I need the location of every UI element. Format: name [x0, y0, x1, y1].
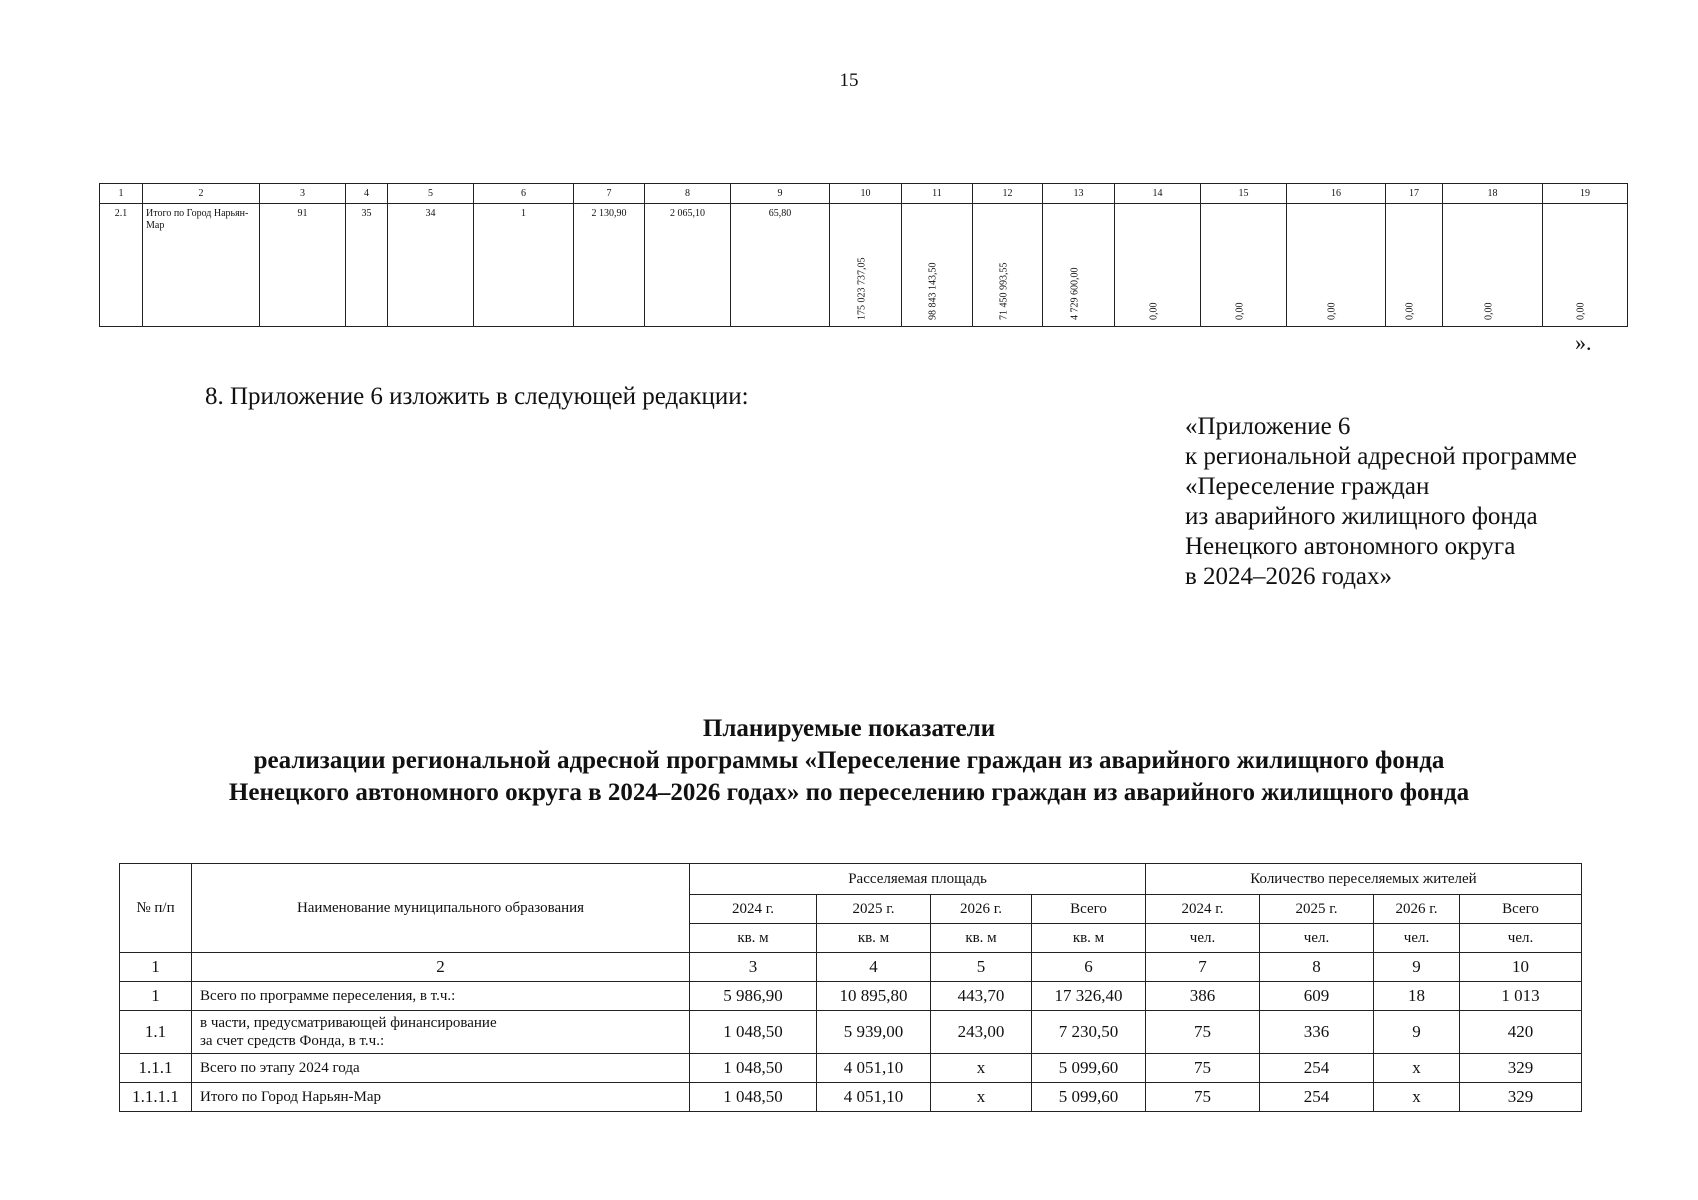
cell: 609 — [1260, 982, 1374, 1011]
cell-vertical — [973, 204, 1043, 327]
cell-vertical — [1386, 204, 1443, 327]
column-number: 4 — [817, 953, 931, 982]
col-header: 15 — [1201, 184, 1287, 204]
column-number: 6 — [1032, 953, 1146, 982]
cell: 34 — [388, 204, 474, 327]
column-number: 10 — [1460, 953, 1582, 982]
cell: 5 099,60 — [1032, 1083, 1146, 1112]
cell: х — [931, 1054, 1032, 1083]
row-name — [192, 1011, 690, 1054]
col-header: 8 — [645, 184, 731, 204]
cell: 329 — [1460, 1054, 1582, 1083]
year-header: 2025 г. — [817, 895, 931, 924]
col-header: 14 — [1115, 184, 1201, 204]
year-header: Всего — [1032, 895, 1146, 924]
cell: 2 065,10 — [645, 204, 731, 327]
column-number: 3 — [690, 953, 817, 982]
numbering-row — [120, 953, 1582, 982]
column-number: 8 — [1260, 953, 1374, 982]
cell: 2 130,90 — [574, 204, 645, 327]
appendix-caption — [1185, 412, 1577, 592]
cell-vertical — [1201, 204, 1287, 327]
cell-vertical — [1543, 204, 1628, 327]
cell-vertical — [1287, 204, 1386, 327]
col-header: 3 — [260, 184, 346, 204]
row-name-line: за счет средств Фонда, в т.ч.: — [200, 1033, 385, 1049]
group-people-header: Количество переселяемых жителей — [1146, 864, 1582, 895]
appendix-line: из аварийного жилищного фонда — [1185, 503, 1538, 530]
table-row — [100, 204, 1628, 327]
cell: 420 — [1460, 1011, 1582, 1054]
indicators-table — [119, 863, 1582, 1112]
cell-vertical — [1443, 204, 1543, 327]
cell: 5 939,00 — [817, 1011, 931, 1054]
year-header: Всего — [1460, 895, 1582, 924]
appendix-line: в 2024–2026 годах» — [1185, 563, 1393, 590]
cell: 75 — [1146, 1011, 1260, 1054]
row-number: 1.1 — [120, 1011, 192, 1054]
col-header: 11 — [902, 184, 973, 204]
cell: 18 — [1374, 982, 1460, 1011]
cell: 4 051,10 — [817, 1083, 931, 1112]
unit-people: чел. — [1460, 924, 1582, 953]
table-row — [120, 1054, 1582, 1083]
year-header: 2024 г. — [1146, 895, 1260, 924]
column-number: 9 — [1374, 953, 1460, 982]
unit-people: чел. — [1146, 924, 1260, 953]
col-header: 19 — [1543, 184, 1628, 204]
cell: 336 — [1260, 1011, 1374, 1054]
col-name-header: Наименование муниципального образования — [192, 864, 690, 953]
table-row — [120, 1083, 1582, 1112]
row-number: 2.1 — [100, 204, 143, 327]
cell: х — [1374, 1083, 1460, 1112]
cell: 7 230,50 — [1032, 1011, 1146, 1054]
table-row — [120, 982, 1582, 1011]
row-number: 1.1.1.1 — [120, 1083, 192, 1112]
heading-line: реализации региональной адресной программы «Переселение граждан из аварийного жилищного фонда — [253, 747, 1445, 774]
col-header: 5 — [388, 184, 474, 204]
column-number-row — [100, 184, 1628, 204]
cell: 35 — [346, 204, 388, 327]
column-number: 2 — [192, 953, 690, 982]
cell-vertical — [1115, 204, 1201, 327]
row-name: Всего по программе переселения, в т.ч.: — [192, 982, 690, 1011]
col-header: 12 — [973, 184, 1043, 204]
year-header: 2026 г. — [1374, 895, 1460, 924]
unit-area: кв. м — [931, 924, 1032, 953]
cell-value: 0,00 — [1148, 302, 1159, 320]
unit-area: кв. м — [817, 924, 931, 953]
cell: 4 051,10 — [817, 1054, 931, 1083]
header-row — [120, 864, 1582, 895]
col-header: 9 — [731, 184, 830, 204]
cell-vertical — [902, 204, 973, 327]
cell: 386 — [1146, 982, 1260, 1011]
column-number: 7 — [1146, 953, 1260, 982]
cell: 5 986,90 — [690, 982, 817, 1011]
col-header: 13 — [1043, 184, 1115, 204]
cell-value: 98 843 143,50 — [927, 262, 939, 320]
cell-value: 0,00 — [1575, 302, 1587, 320]
col-header: 18 — [1443, 184, 1543, 204]
cell: 1 048,50 — [690, 1083, 817, 1112]
unit-people: чел. — [1374, 924, 1460, 953]
cell: 254 — [1260, 1083, 1374, 1112]
unit-area: кв. м — [690, 924, 817, 953]
cell: 65,80 — [731, 204, 830, 327]
cell-value: 0,00 — [1404, 302, 1416, 320]
table-row — [120, 1011, 1582, 1054]
col-header: 7 — [574, 184, 645, 204]
col-header: 6 — [474, 184, 574, 204]
continuation-table — [99, 183, 1628, 327]
heading-line: Ненецкого автономного округа в 2024–2026 годах» по переселению граждан из аварийного жилищного фонда — [228, 779, 1470, 806]
cell: х — [1374, 1054, 1460, 1083]
cell-value: 0,00 — [1326, 302, 1338, 320]
appendix-line: Ненецкого автономного округа — [1185, 533, 1516, 560]
cell: 91 — [260, 204, 346, 327]
cell: 1 048,50 — [690, 1054, 817, 1083]
row-name: Итого по Город Нарьян-Мар — [143, 204, 260, 327]
cell: 75 — [1146, 1054, 1260, 1083]
cell: 9 — [1374, 1011, 1460, 1054]
document-heading — [0, 713, 1698, 809]
column-number: 1 — [120, 953, 192, 982]
cell: 75 — [1146, 1083, 1260, 1112]
row-name: Всего по этапу 2024 года — [192, 1054, 690, 1083]
col-header: 16 — [1287, 184, 1386, 204]
col-number-header: № п/п — [120, 864, 192, 953]
cell-vertical — [1043, 204, 1115, 327]
cell: 443,70 — [931, 982, 1032, 1011]
year-header: 2024 г. — [690, 895, 817, 924]
appendix-line: «Приложение 6 — [1185, 413, 1351, 440]
row-number: 1 — [120, 982, 192, 1011]
cell: 243,00 — [931, 1011, 1032, 1054]
col-header: 4 — [346, 184, 388, 204]
unit-people: чел. — [1260, 924, 1374, 953]
col-header: 1 — [100, 184, 143, 204]
cell: 5 099,60 — [1032, 1054, 1146, 1083]
row-name: Итого по Город Нарьян-Мар — [192, 1083, 690, 1112]
cell: 17 326,40 — [1032, 982, 1146, 1011]
year-header: 2025 г. — [1260, 895, 1374, 924]
group-area-header: Расселяемая площадь — [690, 864, 1146, 895]
cell-value: 0,00 — [1483, 302, 1494, 320]
row-number: 1.1.1 — [120, 1054, 192, 1083]
unit-area: кв. м — [1032, 924, 1146, 953]
appendix-line: к региональной адресной программе — [1185, 443, 1577, 470]
column-number: 5 — [931, 953, 1032, 982]
cell: 1 — [474, 204, 574, 327]
year-header: 2026 г. — [931, 895, 1032, 924]
cell-value: 0,00 — [1234, 302, 1245, 320]
cell: х — [931, 1083, 1032, 1112]
cell: 10 895,80 — [817, 982, 931, 1011]
col-header: 10 — [830, 184, 902, 204]
cell: 1 048,50 — [690, 1011, 817, 1054]
cell-vertical — [830, 204, 902, 327]
cell-value: 4 729 600,00 — [1069, 267, 1080, 320]
cell: 254 — [1260, 1054, 1374, 1083]
closing-quote: ». — [1575, 330, 1592, 355]
page-number: 15 — [839, 70, 859, 91]
cell-value: 71 450 993,55 — [998, 262, 1009, 320]
cell: 1 013 — [1460, 982, 1582, 1011]
cell-value: 175 023 737,05 — [856, 257, 867, 320]
amendment-item: 8. Приложение 6 изложить в следующей редакции: — [205, 383, 749, 410]
cell: 329 — [1460, 1083, 1582, 1112]
col-header: 2 — [143, 184, 260, 204]
col-header: 17 — [1386, 184, 1443, 204]
heading-line: Планируемые показатели — [702, 715, 996, 742]
appendix-line: «Переселение граждан — [1185, 473, 1430, 500]
row-name-line: в части, предусматривающей финансирование — [200, 1015, 497, 1031]
